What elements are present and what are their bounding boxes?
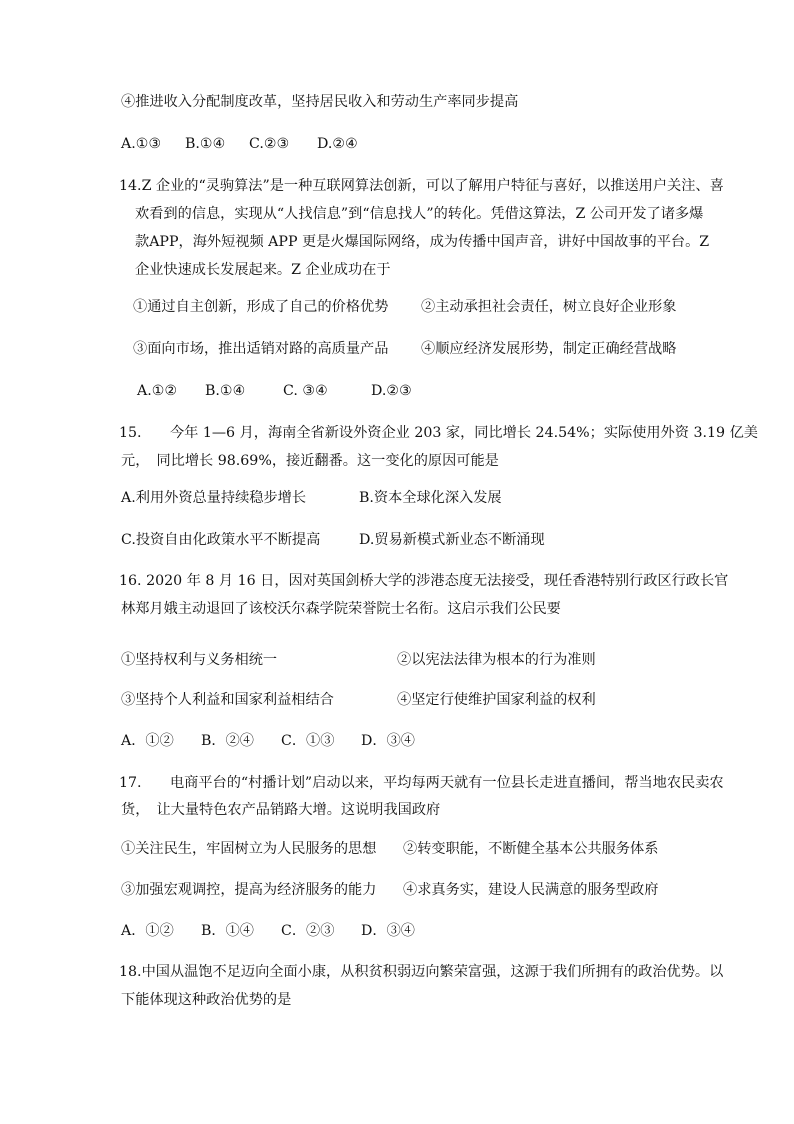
q14-option-c: C. ③④ [283, 383, 328, 399]
q17-options [121, 921, 415, 941]
q15-option-b: B.资本全球化深入发展 [359, 490, 502, 506]
q16-stem-line-1: 16. 2020 年 8 月 16 日，因对英国剑桥大学的涉港态度无法接受，现任香港特别行政区行政长官 [119, 573, 729, 589]
q13-option-c: C.②③ [249, 136, 290, 152]
q18-stem-line-1: 18.中国从温饱不足迈向全面小康，从积贫积弱迈向繁荣富强，这源于我们所拥有的政治优势。以 [119, 964, 724, 980]
q16-options [121, 731, 415, 751]
q14-item-1: ①通过自主创新，形成了自己的价格优势 [133, 299, 389, 315]
q14-option-a: A.①② [137, 383, 178, 399]
q16-option-a: A．①② [121, 733, 174, 749]
q13-option-a: A.①③ [121, 136, 162, 152]
q13-option-d: D.②④ [317, 136, 358, 152]
q16-item-2: ②以宪法法律为根本的行为准则 [397, 652, 596, 668]
q14-item-3: ③面向市场，推出适销对路的高质量产品 [133, 341, 389, 357]
q14-item-4: ④顺应经济发展形势，制定正确经营战略 [421, 341, 677, 357]
q14-stem-line-2: 欢看到的信息，实现从“人找信息”到“信息找人”的转化。凭借这算法，Z 公司开发了诸多爆 [135, 206, 704, 222]
q16-option-d: D．③④ [361, 733, 415, 749]
q16-option-c: C．①③ [281, 733, 335, 749]
q13-option-b: B.①④ [185, 136, 226, 152]
q17-stem-line-1: 17. 电商平台的“村播计划”启动以来，平均每两天就有一位县长走进直播间，帮当地农民卖农 [119, 775, 724, 791]
q14-options [137, 381, 412, 401]
q17-item-4: ④求真务实，建设人民满意的服务型政府 [403, 882, 659, 898]
q16-option-b: B．②④ [201, 733, 254, 749]
q13-item-4: ④推进收入分配制度改革，坚持居民收入和劳动生产率同步提高 [121, 94, 519, 110]
q16-item-4: ④坚定行使维护国家利益的权利 [397, 692, 596, 708]
q17-option-c: C．②③ [281, 923, 335, 939]
q15-option-c: C.投资自由化政策水平不断提高 [121, 532, 321, 548]
q16-item-3: ③坚持个人利益和国家利益相结合 [121, 692, 334, 708]
q14-stem-line-4: 企业快速成长发展起来。Z 企业成功在于 [135, 262, 391, 278]
q17-item-3: ③加强宏观调控，提高为经济服务的能力 [121, 882, 377, 898]
q14-stem-line-3: 款APP，海外短视频 APP 更是火爆国际网络，成为传播中国声音，讲好中国故事的平台。Z [135, 234, 710, 250]
q14-option-d: D.②③ [371, 383, 412, 399]
q15-option-a: A.利用外资总量持续稳步增长 [121, 490, 307, 506]
q13-options [121, 134, 358, 154]
q14-item-2: ②主动承担社会责任，树立良好企业形象 [421, 299, 677, 315]
q15-option-d: D.贸易新模式新业态不断涌现 [359, 532, 545, 548]
q14-option-b: B.①④ [205, 383, 246, 399]
q15-stem-line-1: 15. 今年 1—6 月，海南全省新设外资企业 203 家，同比增长 24.54%；实际使用外资 3.19 亿美 [119, 425, 758, 441]
q17-stem-line-2: 货， 让大量特色农产品销路大增。这说明我国政府 [121, 802, 441, 818]
q14-stem-line-1: 14.Z 企业的“灵驹算法”是一种互联网算法创新，可以了解用户特征与喜好，以推送用户关注、喜 [119, 178, 724, 194]
q18-stem-line-2: 下能体现这种政治优势的是 [121, 992, 292, 1008]
q16-stem-line-2: 林郑月娥主动退回了该校沃尔森学院荣誉院士名衔。这启示我们公民要 [121, 601, 561, 617]
q17-option-d: D．③④ [361, 923, 415, 939]
q17-option-a: A．①② [121, 923, 174, 939]
q17-item-2: ②转变职能，不断健全基本公共服务体系 [403, 841, 659, 857]
q15-stem-line-2: 元， 同比增长 98.69%，接近翻番。这一变化的原因可能是 [121, 453, 499, 469]
q17-option-b: B．①④ [201, 923, 254, 939]
q17-item-1: ①关注民生，牢固树立为人民服务的思想 [121, 841, 377, 857]
q16-item-1: ①坚持权利与义务相统一 [121, 652, 278, 668]
